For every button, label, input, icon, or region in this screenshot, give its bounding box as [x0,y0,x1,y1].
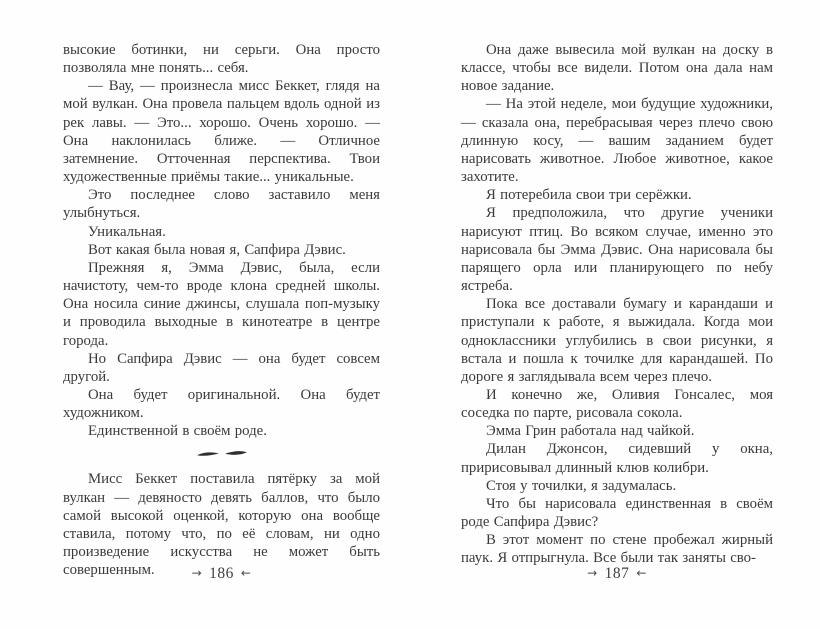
page-number-right: 187 [604,565,630,582]
folio-arrow-left-icon: ← [636,566,647,580]
folio-arrow-left-icon: ← [240,566,252,580]
paragraph: Прежняя я, Эмма Дэвис, была, если начистоту, чем-то вроде клона средней школы. Она носила синие джинсы, слушала поп-музыку и проводила выходные в кинотеатре в центре города. [63,259,380,349]
page-right-body [461,41,773,568]
page-right-folio [461,565,773,583]
paragraph: И конечно же, Оливия Гонсалес, моя соседка по парте, рисовала сокола. [461,386,773,422]
folio-arrow-right-icon: → [191,566,203,580]
paragraph: Это последнее слово заставило меня улыбнуться. [63,187,380,222]
paragraph: Мисс Беккет поставила пятёрку за мой вулкан — девяносто девять баллов, что было самой высокой оценкой, которую она вообще ставила, потому что, по её словам, ни одно произведение искусства не может быть совершенным. [63,471,380,579]
paragraph: Пока все доставали бумагу и карандаши и приступали к работе, я выжидала. Когда мои одноклассники углубились в свои рисунки, я встала и пошла к точилке для карандашей. По дороге я заглядывала всем через плечо. [461,296,773,385]
page-left-body [63,41,380,579]
paragraph: Что бы нарисовала единственная в своём роде Сапфира Дэвис? [461,495,773,531]
paragraph: Я потеребила свои три серёжки. [486,187,692,204]
paragraph: Она будет оригинальной. Она будет художником. [63,386,380,422]
paragraph: Вот какая была новая я, Сапфира Дэвис. [88,241,346,258]
tapered-dashes-icon [196,448,248,460]
page-number-left: 186 [209,565,234,582]
folio-arrow-right-icon: → [587,566,598,580]
paragraph: Я предположила, что другие ученики нарисуют птиц. Во всяком случае, именно это нарисовала бы Эмма Дэвис. Она нарисовала бы парящего орла или планирующего по небу ястреба. [461,205,773,295]
paragraph: В этот момент по стене пробежал жирный паук. Я отпрыгнула. Все были так заняты сво- [461,532,773,567]
paragraph: высокие ботинки, ни серьги. Она просто позволяла мне понять... себя. [63,42,380,77]
paragraph: Дилан Джонсон, сидевший у окна, пририсовывал длинный клюв колибри. [461,441,773,476]
page-left-folio [63,565,380,583]
paragraph: Уникальная. [88,223,166,240]
paragraph: — Вау, — произнесла мисс Беккет, глядя на мой вулкан. Она провела пальцем вдоль одной из рек лавы. — Это... хорошо. Очень хорошо. — Она наклонилась ближе. — Отличное затемнение. Отточенная перспектива. Твои художественные приёмы такие... уникальные. [63,78,380,186]
paragraph: Эмма Грин работала над чайкой. [486,423,695,440]
section-divider [63,448,380,460]
paragraph: Но Сапфира Дэвис — она будет совсем другой. [63,350,380,385]
paragraph: Единственной в своём роде. [88,423,267,440]
paragraph: Она даже вывесила мой вулкан на доску в классе, чтобы все видели. Потом она дала нам новое задание. [461,42,773,95]
paragraph: — На этой неделе, мои будущие художники, — сказала она, перебрасывая через плечо свою длинную косу, — вашим заданием будет нарисовать животное. Любое животное, какое захотите. [461,96,773,186]
paragraph: Стоя у точилки, я задумалась. [486,477,677,494]
